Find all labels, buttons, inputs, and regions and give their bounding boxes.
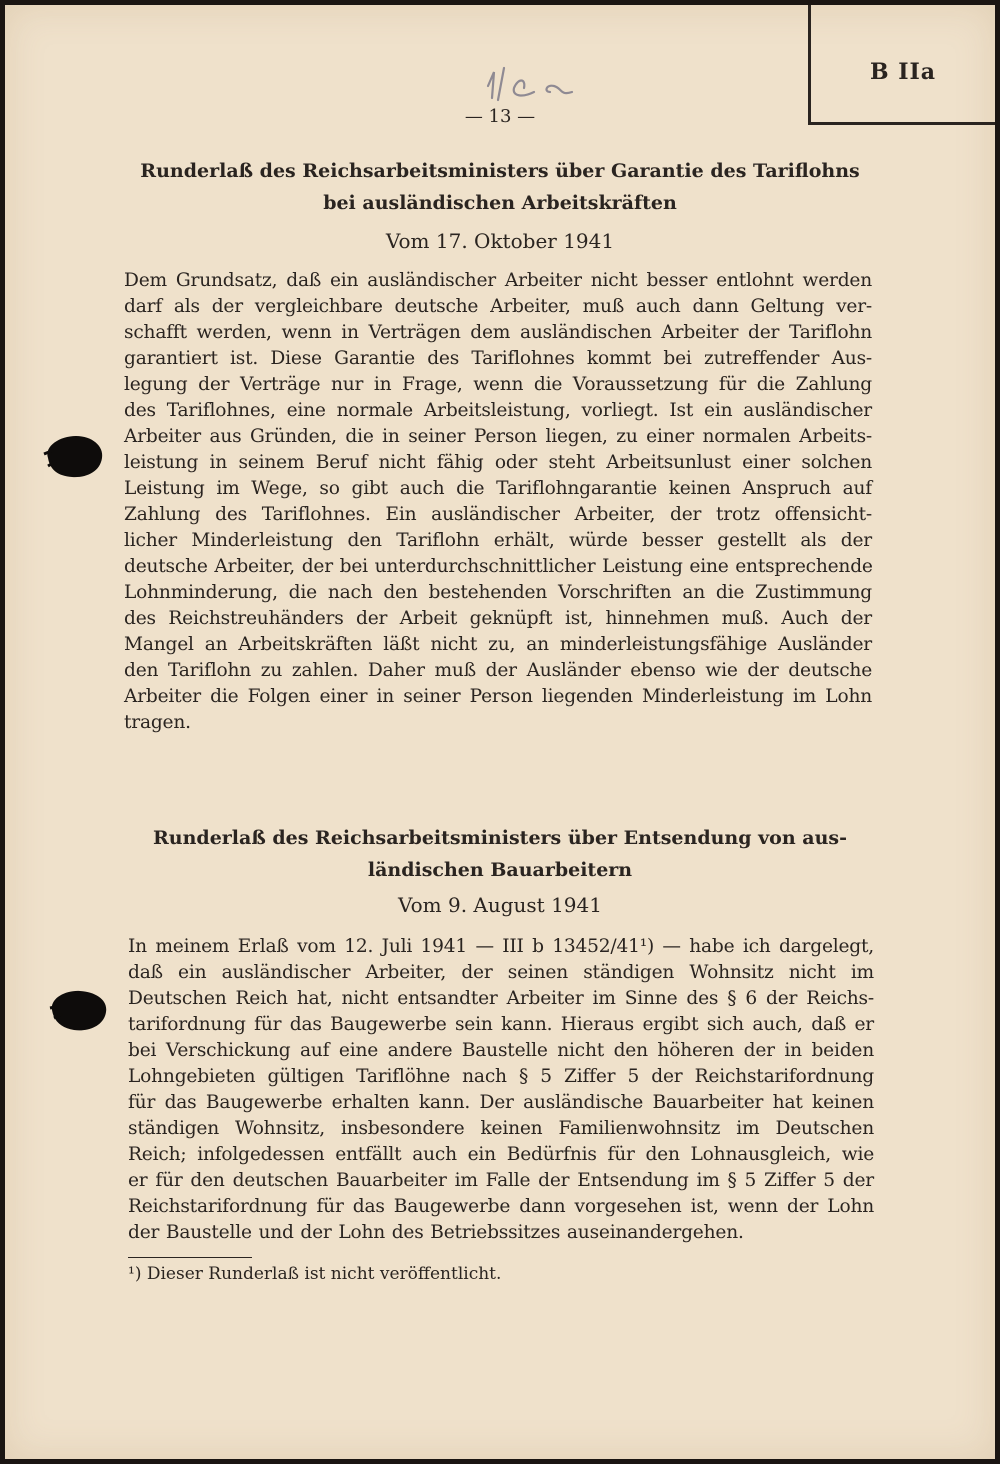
section1-date: Vom 17. Oktober 1941 — [385, 229, 615, 253]
punch-hole-mark — [44, 984, 110, 1036]
text-line: Arbeiter die Folgen einer in seiner Person liegenden Minderleistung im Lohn — [124, 686, 872, 707]
text-line: bei Verschickung auf eine andere Baustelle nicht den höheren der in beiden — [128, 1040, 874, 1061]
text-line: Dem Grundsatz, daß ein ausländischer Arbeiter nicht besser entlohnt werden — [124, 270, 872, 291]
text-line: schafft werden, wenn in Verträgen dem ausländischen Arbeiter der Tariflohn — [124, 322, 872, 343]
text-line: des Tariflohnes, eine normale Arbeitsleistung, vorliegt. Ist ein ausländischer — [124, 400, 872, 421]
text-line: des Reichstreuhänders der Arbeit geknüpft ist, hinnehmen muß. Auch der — [124, 608, 872, 629]
text-line: In meinem Erlaß vom 12. Juli 1941 — III b 13452/41¹) — habe ich dargelegt, — [128, 936, 874, 957]
text-line: der Baustelle und der Lohn des Betriebssitzes auseinandergehen. — [128, 1222, 744, 1243]
text-line: legung der Verträge nur in Frage, wenn die Voraussetzung für die Zahlung — [124, 374, 872, 395]
section2-title-line1: Runderlaß des Reichsarbeitsministers über Entsendung von aus- — [152, 827, 847, 849]
punch-hole-mark — [40, 430, 106, 482]
text-line: er für den deutschen Bauarbeiter im Falle der Entsendung im § 5 Ziffer 5 der — [128, 1170, 874, 1191]
section2-date: Vom 9. August 1941 — [398, 893, 602, 917]
section1-title-line2: bei ausländischen Arbeitskräften — [323, 192, 677, 214]
text-line: Deutschen Reich hat, nicht entsandter Arbeiter im Sinne des § 6 der Reichs- — [128, 988, 874, 1009]
section2-title-line2: ländischen Bauarbeitern — [367, 859, 633, 881]
text-line: Leistung im Wege, so gibt auch die Tariflohngarantie keinen Anspruch auf — [124, 478, 872, 499]
text-line: Arbeiter aus Gründen, die in seiner Person liegen, zu einer normalen Arbeits- — [124, 426, 872, 447]
text-line: Lohnminderung, die nach den bestehenden Vorschriften an die Zustimmung — [124, 582, 872, 603]
text-line: Reich; infolgedessen entfällt auch ein Bedürfnis für den Lohnausgleich, wie — [128, 1144, 874, 1165]
text-line: tarifordnung für das Baugewerbe sein kann. Hieraus ergibt sich auch, daß er — [128, 1014, 874, 1035]
text-line: licher Minderleistung den Tariflohn erhält, würde besser gestellt als der — [124, 530, 872, 551]
text-line: für das Baugewerbe erhalten kann. Der ausländische Bauarbeiter hat keinen — [128, 1092, 874, 1113]
page-number: — 13 — — [464, 106, 536, 127]
text-line: darf als der vergleichbare deutsche Arbeiter, muß auch dann Geltung ver- — [124, 296, 872, 317]
text-line: tragen. — [124, 712, 191, 733]
text-line: deutsche Arbeiter, der bei unterdurchschnittlicher Leistung eine entsprechende — [124, 556, 873, 577]
classification-label: B IIa — [869, 59, 937, 85]
text-line: garantiert ist. Diese Garantie des Tariflohnes kommt bei zutreffender Aus- — [124, 348, 872, 369]
text-line: Mangel an Arbeitskräften läßt nicht zu, an minderleistungsfähige Ausländer — [124, 634, 872, 655]
text-line: Reichstarifordnung für das Baugewerbe dann vorgesehen ist, wenn der Lohn — [128, 1196, 874, 1217]
handwritten-note — [478, 58, 588, 108]
section1-title — [100, 155, 900, 219]
footnote: ¹) Dieser Runderlaß ist nicht veröffentlicht. — [128, 1264, 502, 1284]
text-line: den Tariflohn zu zahlen. Daher muß der Ausländer ebenso wie der deutsche — [124, 660, 872, 681]
section2-body — [128, 934, 874, 1246]
section1-body — [124, 268, 872, 736]
text-line: leistung in seinem Beruf nicht fähig oder steht Arbeitsunlust einer solchen — [124, 452, 872, 473]
footnote-divider — [128, 1257, 252, 1258]
text-line: ständigen Wohnsitz, insbesondere keinen Familienwohnsitz im Deutschen — [128, 1118, 874, 1139]
text-line: daß ein ausländischer Arbeiter, der seinen ständigen Wohnsitz nicht im — [128, 962, 874, 983]
section1-title-line1: Runderlaß des Reichsarbeitsministers über Garantie des Tariflohns — [140, 160, 860, 182]
text-line: Zahlung des Tariflohnes. Ein ausländischer Arbeiter, der trotz offensicht- — [124, 504, 872, 525]
section2-title — [100, 822, 900, 886]
text-line: Lohngebieten gültigen Tariflöhne nach § 5 Ziffer 5 der Reichstarifordnung — [128, 1066, 874, 1087]
